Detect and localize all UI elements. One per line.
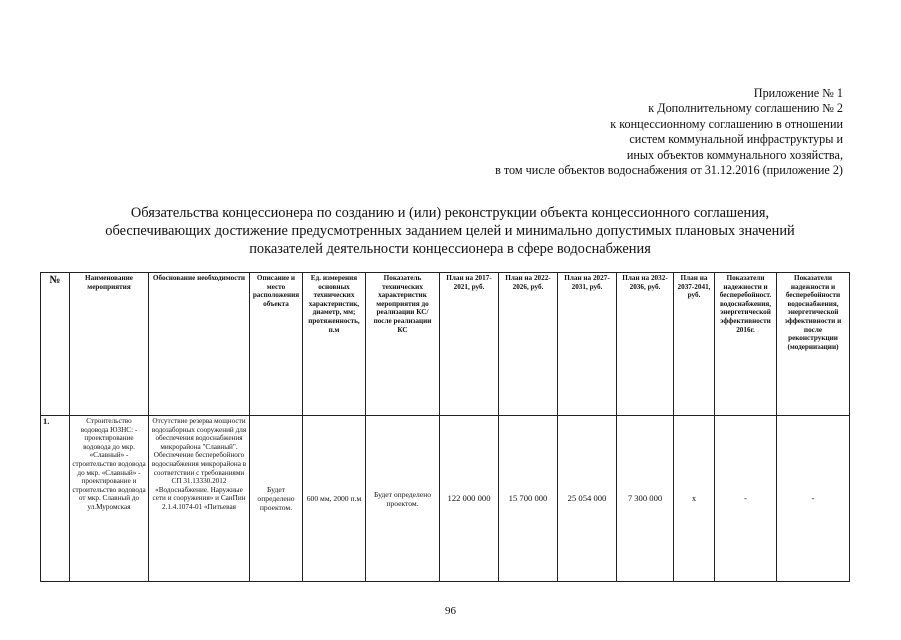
header-cell-number: №	[41, 273, 70, 416]
header-cell-justification: Обоснование необходимости	[149, 273, 250, 416]
cell-reliability-after: -	[777, 416, 850, 582]
appendix-line: систем коммунальной инфраструктуры и	[629, 132, 843, 147]
header-cell-reliability-2016: Показатели надежности и бесперебойност. водоснабжения, энергетической эффективности 2016г.	[715, 273, 777, 416]
header-cell-description: Описание и место расположения объекта	[250, 273, 303, 416]
table-row	[41, 416, 850, 582]
title-line: показателей деятельности концессионера в сфере водоснабжения	[249, 240, 651, 257]
header-cell-plan-2037-2041: План на 2037-2041, руб.	[674, 273, 715, 416]
title-line: обеспечивающих достижение предусмотренных заданием целей и минимально допустимых плановых значений	[105, 222, 795, 239]
appendix-line: иных объектов коммунального хозяйства,	[626, 147, 843, 162]
title-line: Обязательства концессионера по созданию и (или) реконструкции объекта концессионного соглашения,	[130, 205, 770, 221]
header-cell-reliability-after: Показатели надежности и бесперебойности водоснабжения, энергетической эффективности и после реконструкции (модернизации)	[777, 273, 850, 416]
cell-plan-2032-2036: 7 300 000	[617, 416, 674, 582]
cell-plan-2027-2031: 25 054 000	[558, 416, 617, 582]
cell-units: 600 мм, 2000 п.м	[303, 416, 366, 582]
appendix-header	[495, 86, 843, 178]
obligations-table	[40, 272, 850, 582]
header-cell-indicator: Показатель технических характеристик мероприятия до реализации КС/ после реализации КС	[366, 273, 440, 416]
cell-description: Будет определено проектом.	[250, 416, 303, 582]
table-header-row	[41, 273, 850, 416]
header-cell-plan-2017-2021: План на 2017-2021, руб.	[440, 273, 499, 416]
header-cell-plan-2032-2036: План на 2032-2036, руб.	[617, 273, 674, 416]
cell-indicator: Будет определено проектом.	[366, 416, 440, 582]
cell-reliability-2016: -	[715, 416, 777, 582]
cell-plan-2017-2021: 122 000 000	[440, 416, 499, 582]
appendix-line: Приложение № 1	[753, 86, 843, 100]
appendix-line: к концессионному соглашению в отношении	[610, 116, 843, 131]
cell-plan-2022-2026: 15 700 000	[499, 416, 558, 582]
cell-justification: Отсутствие резерва мощности водозаборных сооружений для обеспечения водоснабжения микрорайона "Славный". Обеспечение бесперебойного водоснабжения микрорайона в соответствии с требованиями СП 31.13330.2012 «Водоснабжение. Наружные сети и сооружения» и СанПин 2.1.4.1074-01 «Питьевая	[149, 416, 250, 582]
header-cell-plan-2022-2026: План на 2022-2026, руб.	[499, 273, 558, 416]
header-cell-plan-2027-2031: План на 2027-2031, руб.	[558, 273, 617, 416]
header-cell-units: Ед. измерения основных технических характеристик, диаметр, мм; протяженность, п.м	[303, 273, 366, 416]
cell-plan-2037-2041: х	[674, 416, 715, 582]
header-cell-name: Наименование мероприятия	[70, 273, 149, 416]
document-title	[80, 205, 820, 258]
appendix-line: к Дополнительному соглашению № 2	[648, 101, 843, 116]
cell-row-number: 1.	[41, 416, 70, 582]
appendix-line: в том числе объектов водоснабжения от 31.12.2016 (приложение 2)	[495, 163, 843, 178]
cell-name: Строительство водовода ЮЗНС: - проектирование водовода до мкр. «Славный» - строительство водовода до мкр. «Славный» - проектирование и строительство водовода от мкр. Славный до ул.Муромская	[70, 416, 149, 582]
page-number: 96	[445, 605, 456, 617]
